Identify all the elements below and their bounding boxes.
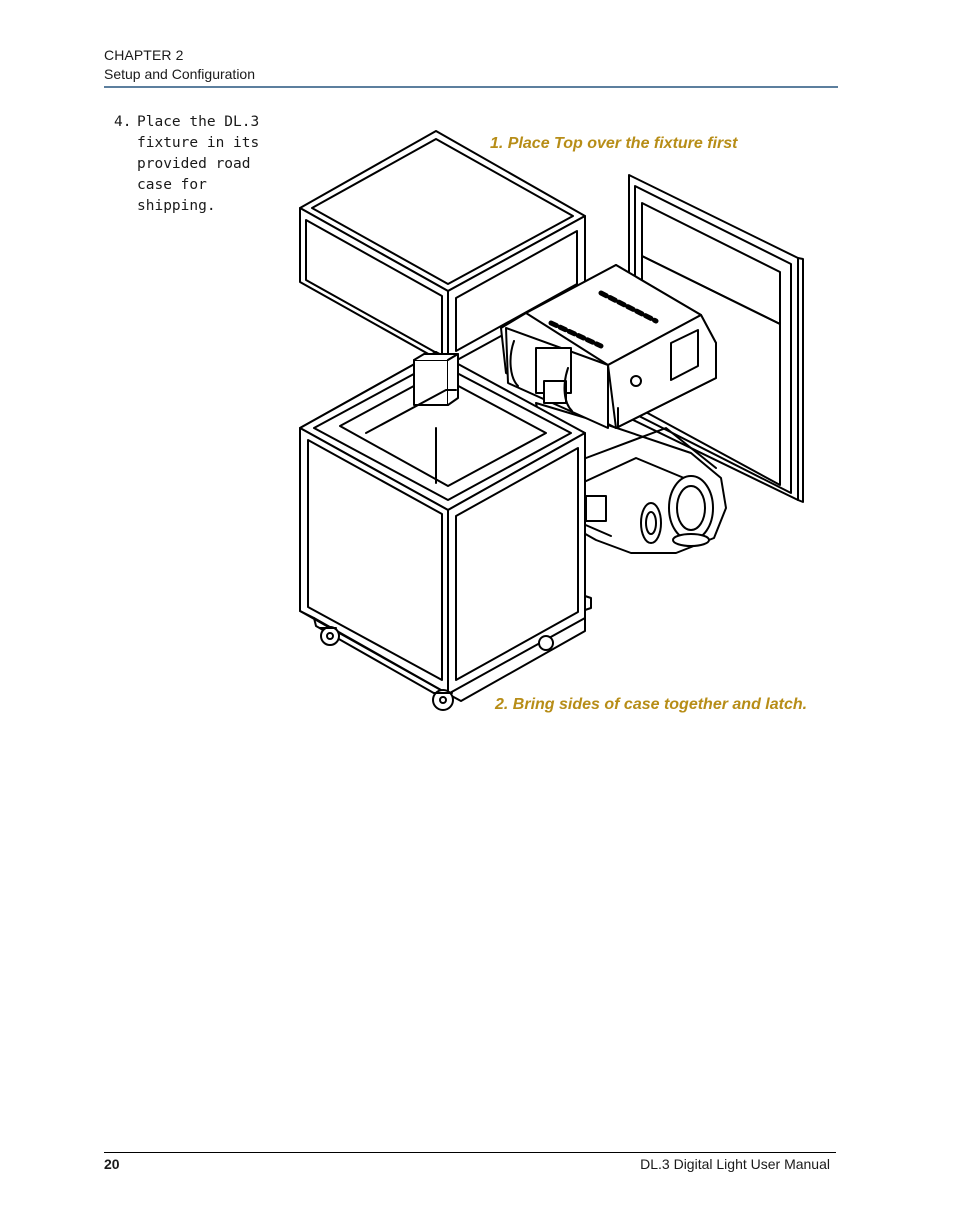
page-number: 20 xyxy=(104,1156,120,1172)
manual-title: DL.3 Digital Light User Manual xyxy=(640,1156,830,1172)
section-title: Setup and Configuration xyxy=(104,66,255,82)
header-divider xyxy=(104,86,838,88)
road-case-illustration xyxy=(296,128,806,714)
callout-place-top: 1. Place Top over the fixture first xyxy=(490,135,738,152)
chapter-label: CHAPTER 2 xyxy=(104,47,184,63)
step-number: 4. xyxy=(114,114,132,130)
callout-bring-sides: 2. Bring sides of case together and latch. xyxy=(495,696,808,713)
page-header xyxy=(104,46,838,84)
step-text: Place the DL.3 fixture in its provided road case for shipping. xyxy=(137,114,260,214)
footer-divider xyxy=(104,1152,836,1153)
